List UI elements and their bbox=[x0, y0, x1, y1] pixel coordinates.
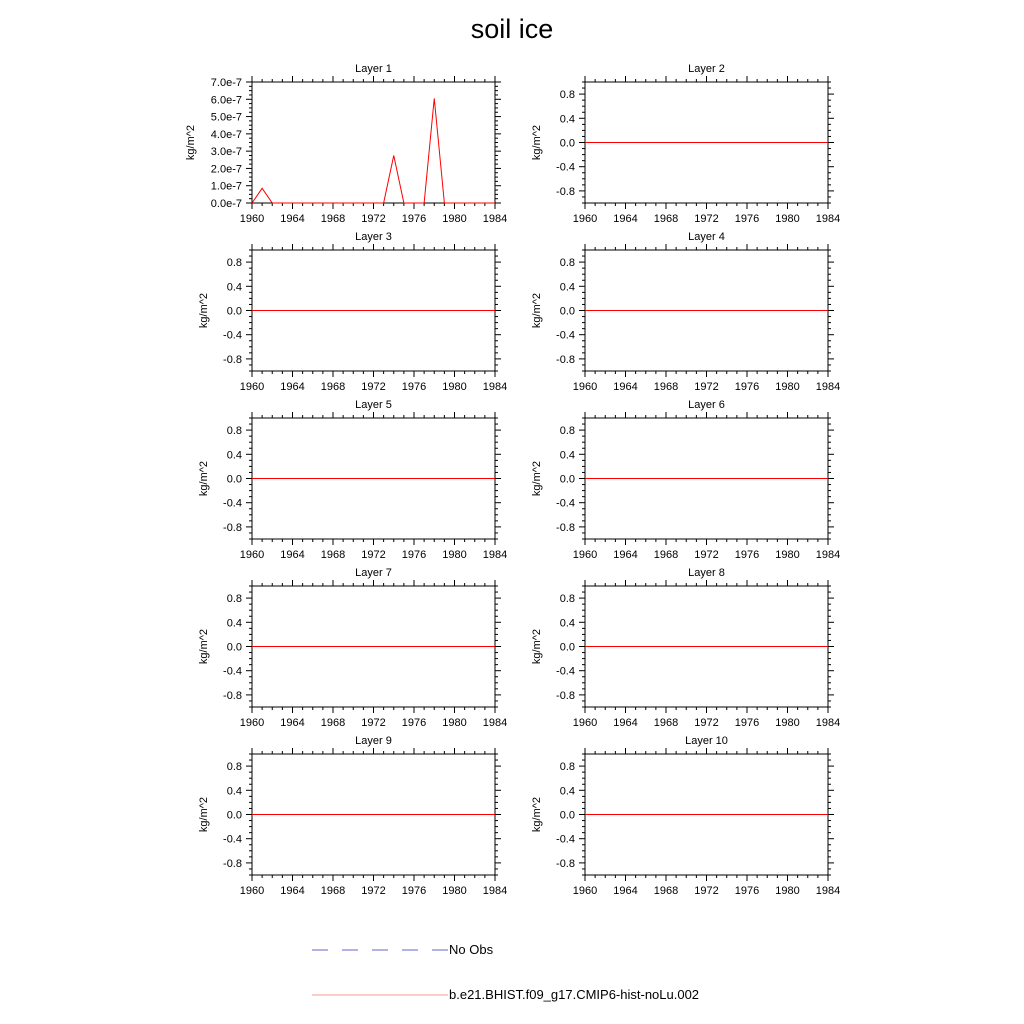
y-tick-label: 0.0 bbox=[559, 137, 575, 150]
panel-layer-6 bbox=[531, 399, 840, 561]
x-tick-label: 1964 bbox=[280, 213, 305, 225]
y-tick-label: -0.4 bbox=[556, 833, 575, 846]
y-tick-label: -0.8 bbox=[556, 185, 575, 198]
y-tick-label: 0.8 bbox=[226, 593, 242, 606]
legend-label-obs: No Obs bbox=[449, 942, 494, 957]
y-tick-label: -0.8 bbox=[556, 353, 575, 366]
panel-title: Layer 5 bbox=[355, 399, 392, 411]
y-tick-label: -0.8 bbox=[556, 857, 575, 870]
panel-title: Layer 2 bbox=[688, 63, 725, 75]
x-tick-label: 1968 bbox=[653, 885, 679, 897]
x-tick-label: 1972 bbox=[361, 213, 386, 225]
y-tick-label: 0.4 bbox=[559, 281, 575, 294]
y-axis-label: kg/m^2 bbox=[198, 628, 210, 665]
x-tick-label: 1976 bbox=[734, 717, 760, 729]
x-tick-label: 1972 bbox=[694, 381, 719, 393]
x-tick-label: 1960 bbox=[239, 381, 265, 393]
x-tick-label: 1976 bbox=[401, 717, 427, 729]
y-tick-label: -0.8 bbox=[223, 521, 242, 534]
x-tick-label: 1972 bbox=[361, 381, 386, 393]
y-tick-label: 6.0e-7 bbox=[210, 94, 242, 107]
y-axis-label: kg/m^2 bbox=[531, 124, 543, 161]
x-tick-label: 1980 bbox=[775, 381, 800, 393]
y-axis-label: kg/m^2 bbox=[198, 796, 210, 833]
panel-layer-7 bbox=[198, 567, 507, 729]
y-tick-label: -0.8 bbox=[223, 689, 242, 702]
page-title: soil ice bbox=[470, 14, 554, 44]
y-tick-label: -0.4 bbox=[556, 161, 575, 174]
x-tick-label: 1984 bbox=[482, 381, 508, 393]
y-axis-label: kg/m^2 bbox=[531, 460, 543, 497]
y-tick-label: -0.4 bbox=[556, 497, 575, 510]
y-axis-label: kg/m^2 bbox=[185, 124, 197, 161]
x-tick-label: 1984 bbox=[815, 381, 841, 393]
x-tick-label: 1960 bbox=[572, 381, 598, 393]
y-tick-label: 0.8 bbox=[559, 425, 575, 438]
x-tick-label: 1976 bbox=[401, 885, 427, 897]
panel-layer-8 bbox=[531, 567, 840, 729]
legend-label-model: b.e21.BHIST.f09_g17.CMIP6-hist-noLu.002 bbox=[449, 987, 700, 1002]
y-tick-label: 0.0 bbox=[226, 641, 242, 654]
x-tick-label: 1980 bbox=[442, 717, 467, 729]
y-axis-label: kg/m^2 bbox=[531, 796, 543, 833]
x-tick-label: 1968 bbox=[320, 213, 346, 225]
y-tick-label: 3.0e-7 bbox=[210, 146, 242, 159]
x-tick-label: 1984 bbox=[815, 885, 841, 897]
y-tick-label: 0.0 bbox=[226, 305, 242, 318]
y-tick-label: 0.8 bbox=[559, 761, 575, 774]
y-axis-label: kg/m^2 bbox=[198, 292, 210, 329]
y-tick-label: 0.4 bbox=[559, 449, 575, 462]
y-tick-label: -0.4 bbox=[223, 329, 242, 342]
y-tick-label: 5.0e-7 bbox=[210, 111, 242, 124]
x-tick-label: 1984 bbox=[815, 213, 841, 225]
panel-title: Layer 7 bbox=[355, 567, 392, 579]
x-tick-label: 1968 bbox=[653, 549, 679, 561]
panel-layer-9 bbox=[198, 735, 507, 897]
panel-title: Layer 8 bbox=[688, 567, 725, 579]
legend-line-obs bbox=[312, 942, 448, 958]
y-tick-label: 0.8 bbox=[559, 89, 575, 102]
series-line bbox=[252, 98, 495, 203]
panel-layer-4 bbox=[531, 231, 840, 393]
legend-line-model bbox=[312, 987, 448, 1003]
x-tick-label: 1964 bbox=[613, 381, 638, 393]
x-tick-label: 1960 bbox=[572, 549, 598, 561]
y-tick-label: -0.8 bbox=[223, 857, 242, 870]
plot-frame bbox=[252, 82, 495, 203]
x-tick-label: 1968 bbox=[653, 213, 679, 225]
x-tick-label: 1960 bbox=[572, 885, 598, 897]
y-tick-label: 0.0 bbox=[559, 473, 575, 486]
x-tick-label: 1960 bbox=[239, 549, 265, 561]
y-tick-label: 0.0e-7 bbox=[210, 198, 242, 210]
x-tick-label: 1980 bbox=[442, 381, 467, 393]
y-tick-label: -0.8 bbox=[556, 689, 575, 702]
x-tick-label: 1972 bbox=[361, 717, 386, 729]
y-tick-label: 7.0e-7 bbox=[210, 77, 242, 89]
x-tick-label: 1976 bbox=[401, 549, 427, 561]
y-tick-label: 0.8 bbox=[559, 593, 575, 606]
x-tick-label: 1980 bbox=[775, 213, 800, 225]
x-tick-label: 1972 bbox=[694, 717, 719, 729]
y-tick-label: 0.4 bbox=[559, 785, 575, 798]
x-tick-label: 1960 bbox=[572, 717, 598, 729]
x-tick-label: 1976 bbox=[734, 213, 760, 225]
x-tick-label: 1984 bbox=[482, 717, 508, 729]
x-tick-label: 1980 bbox=[442, 885, 467, 897]
x-tick-label: 1976 bbox=[401, 213, 427, 225]
x-tick-label: 1984 bbox=[815, 549, 841, 561]
x-tick-label: 1964 bbox=[280, 885, 305, 897]
x-tick-label: 1968 bbox=[320, 717, 346, 729]
x-tick-label: 1980 bbox=[442, 213, 467, 225]
y-tick-label: 0.4 bbox=[226, 617, 242, 630]
x-tick-label: 1976 bbox=[734, 549, 760, 561]
x-tick-label: 1984 bbox=[482, 885, 508, 897]
x-tick-label: 1964 bbox=[613, 213, 638, 225]
x-tick-label: 1976 bbox=[734, 381, 760, 393]
y-tick-label: 0.0 bbox=[559, 809, 575, 822]
y-tick-label: -0.4 bbox=[223, 497, 242, 510]
x-tick-label: 1984 bbox=[482, 549, 508, 561]
y-tick-label: 0.0 bbox=[226, 809, 242, 822]
x-tick-label: 1968 bbox=[320, 381, 346, 393]
x-tick-label: 1976 bbox=[401, 381, 427, 393]
y-tick-label: 0.0 bbox=[559, 305, 575, 318]
y-tick-label: -0.4 bbox=[223, 833, 242, 846]
panel-layer-1 bbox=[185, 63, 507, 225]
x-tick-label: 1960 bbox=[572, 213, 598, 225]
x-tick-label: 1964 bbox=[613, 549, 638, 561]
x-tick-label: 1960 bbox=[239, 885, 265, 897]
panel-title: Layer 6 bbox=[688, 399, 725, 411]
x-tick-label: 1980 bbox=[775, 717, 800, 729]
x-tick-label: 1980 bbox=[442, 549, 467, 561]
x-tick-label: 1972 bbox=[694, 885, 719, 897]
x-tick-label: 1972 bbox=[694, 549, 719, 561]
panel-title: Layer 4 bbox=[688, 231, 725, 243]
panel-layer-2 bbox=[531, 63, 840, 225]
x-tick-label: 1960 bbox=[239, 213, 265, 225]
panel-layer-5 bbox=[198, 399, 507, 561]
y-tick-label: 0.4 bbox=[559, 617, 575, 630]
x-tick-label: 1984 bbox=[815, 717, 841, 729]
y-tick-label: 2.0e-7 bbox=[210, 163, 242, 176]
y-tick-label: 0.0 bbox=[559, 641, 575, 654]
x-tick-label: 1964 bbox=[280, 381, 305, 393]
panel-title: Layer 10 bbox=[685, 735, 728, 747]
x-tick-label: 1972 bbox=[361, 549, 386, 561]
y-tick-label: -0.4 bbox=[223, 665, 242, 678]
x-tick-label: 1976 bbox=[734, 885, 760, 897]
y-axis-label: kg/m^2 bbox=[198, 460, 210, 497]
x-tick-label: 1964 bbox=[613, 717, 638, 729]
x-tick-label: 1980 bbox=[775, 549, 800, 561]
y-tick-label: 0.8 bbox=[226, 425, 242, 438]
y-tick-label: 0.8 bbox=[226, 257, 242, 270]
y-tick-label: 0.8 bbox=[226, 761, 242, 774]
y-axis-label: kg/m^2 bbox=[531, 628, 543, 665]
x-tick-label: 1964 bbox=[280, 717, 305, 729]
panel-layer-3 bbox=[198, 231, 507, 393]
y-tick-label: 0.8 bbox=[559, 257, 575, 270]
x-tick-label: 1964 bbox=[280, 549, 305, 561]
panel-title: Layer 9 bbox=[355, 735, 392, 747]
y-tick-label: 4.0e-7 bbox=[210, 128, 242, 141]
y-tick-label: 0.0 bbox=[226, 473, 242, 486]
panel-title: Layer 3 bbox=[355, 231, 392, 243]
x-tick-label: 1960 bbox=[239, 717, 265, 729]
y-tick-label: 0.4 bbox=[559, 113, 575, 126]
y-tick-label: -0.4 bbox=[556, 665, 575, 678]
y-tick-label: -0.8 bbox=[556, 521, 575, 534]
y-tick-label: -0.4 bbox=[556, 329, 575, 342]
x-tick-label: 1968 bbox=[320, 885, 346, 897]
x-tick-label: 1972 bbox=[361, 885, 386, 897]
x-tick-label: 1972 bbox=[694, 213, 719, 225]
x-tick-label: 1984 bbox=[482, 213, 508, 225]
panel-layer-10 bbox=[531, 735, 840, 897]
x-tick-label: 1968 bbox=[653, 381, 679, 393]
panel-title: Layer 1 bbox=[355, 63, 392, 75]
y-tick-label: 0.4 bbox=[226, 785, 242, 798]
y-axis-label: kg/m^2 bbox=[531, 292, 543, 329]
x-tick-label: 1968 bbox=[320, 549, 346, 561]
y-tick-label: 1.0e-7 bbox=[210, 180, 242, 193]
x-tick-label: 1968 bbox=[653, 717, 679, 729]
x-tick-label: 1980 bbox=[775, 885, 800, 897]
y-tick-label: 0.4 bbox=[226, 449, 242, 462]
x-tick-label: 1964 bbox=[613, 885, 638, 897]
y-tick-label: 0.4 bbox=[226, 281, 242, 294]
y-tick-label: -0.8 bbox=[223, 353, 242, 366]
